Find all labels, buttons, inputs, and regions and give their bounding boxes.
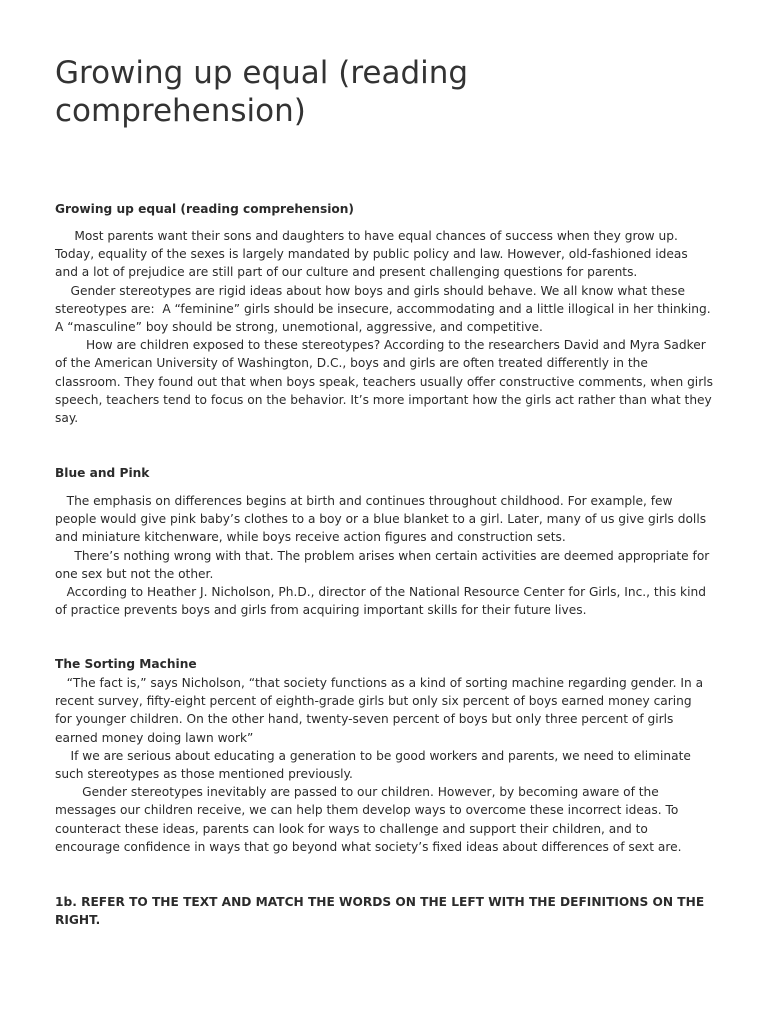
text-line: for younger children. On the other hand, twenty-seven percent of boys but only three percent of girls bbox=[55, 712, 674, 727]
text-line: Most parents want their sons and daughters to have equal chances of success when they grow up. bbox=[55, 229, 678, 243]
text-line: classroom. They found out that when boys speak, teachers usually offer constructive comments, when girls bbox=[55, 374, 713, 389]
text-line: recent survey, fifty-eight percent of eighth-grade girls but only six percent of boys earned money caring bbox=[55, 694, 692, 709]
blue-pink-heading: Blue and Pink bbox=[55, 466, 150, 480]
text-line: A “masculine” boy should be strong, unemotional, aggressive, and competitive. bbox=[55, 320, 543, 335]
intro-heading: Growing up equal (reading comprehension) bbox=[55, 202, 355, 216]
page-title-line: comprehension) bbox=[55, 93, 306, 129]
sorting-machine-heading: The Sorting Machine bbox=[55, 657, 197, 671]
intro-text bbox=[55, 227, 720, 427]
exercise-heading-line: 1b. REFER TO THE TEXT AND MATCH THE WORDS ON THE LEFT WITH THE DEFINITIONS ON THE bbox=[55, 895, 705, 909]
text-line: earned money doing lawn work” bbox=[55, 730, 254, 745]
text-line: such stereotypes as those mentioned previously. bbox=[55, 767, 353, 782]
text-line: If we are serious about educating a generation to be good workers and parents, we need to eliminate bbox=[55, 748, 691, 763]
text-line: messages our children receive, we can help them develop ways to overcome these incorrect ideas. To bbox=[55, 803, 679, 818]
blue-pink-text bbox=[55, 492, 720, 619]
text-line: According to Heather J. Nicholson, Ph.D., director of the National Resource Center for Girls, Inc., this kind bbox=[55, 585, 706, 600]
exercise-heading bbox=[55, 893, 720, 929]
text-line: “The fact is,” says Nicholson, “that society functions as a kind of sorting machine regarding gender. In a bbox=[55, 676, 704, 690]
text-line: of practice prevents boys and girls from acquiring important skills for their future lives. bbox=[55, 603, 587, 618]
text-line: people would give pink baby’s clothes to a boy or a blue blanket to a girl. Later, many of us give girls dolls bbox=[55, 512, 707, 527]
text-line: say. bbox=[55, 411, 79, 426]
text-line: and miniature kitchenware, while boys receive action figures and construction sets. bbox=[55, 530, 566, 545]
page-title bbox=[55, 54, 715, 130]
sorting-machine-text bbox=[55, 674, 720, 856]
text-line: Gender stereotypes are rigid ideas about how boys and girls should behave. We all know what these bbox=[55, 283, 686, 298]
text-line: of the American University of Washington, D.C., boys and girls are often treated differently in the bbox=[55, 356, 648, 371]
text-line: counteract these ideas, parents can look for ways to challenge and support their children, and to bbox=[55, 821, 648, 836]
text-line: Today, equality of the sexes is largely mandated by public policy and law. However, old-fashioned ideas bbox=[55, 247, 688, 262]
text-line: one sex but not the other. bbox=[55, 566, 214, 581]
page-title-line: Growing up equal (reading bbox=[55, 55, 469, 91]
text-line: and a lot of prejudice are still part of our culture and present challenging questions for parents. bbox=[55, 265, 638, 280]
text-line: speech, teachers tend to focus on the behavior. It’s more important how the girls act rather than what they bbox=[55, 392, 712, 407]
text-line: stereotypes are: A “feminine” girls should be insecure, accommodating and a little illogical in her thinking. bbox=[55, 301, 711, 316]
text-line: There’s nothing wrong with that. The problem arises when certain activities are deemed appropriate for bbox=[55, 548, 710, 563]
exercise-heading-line: RIGHT. bbox=[55, 913, 101, 927]
text-line: encourage confidence in ways that go beyond what society’s fixed ideas about differences of sext are. bbox=[55, 839, 682, 854]
text-line: Gender stereotypes inevitably are passed to our children. However, by becoming aware of the bbox=[55, 785, 659, 800]
text-line: How are children exposed to these stereotypes? According to the researchers David and Myra Sadker bbox=[55, 338, 706, 353]
text-line: The emphasis on differences begins at birth and continues throughout childhood. For example, few bbox=[55, 494, 673, 508]
